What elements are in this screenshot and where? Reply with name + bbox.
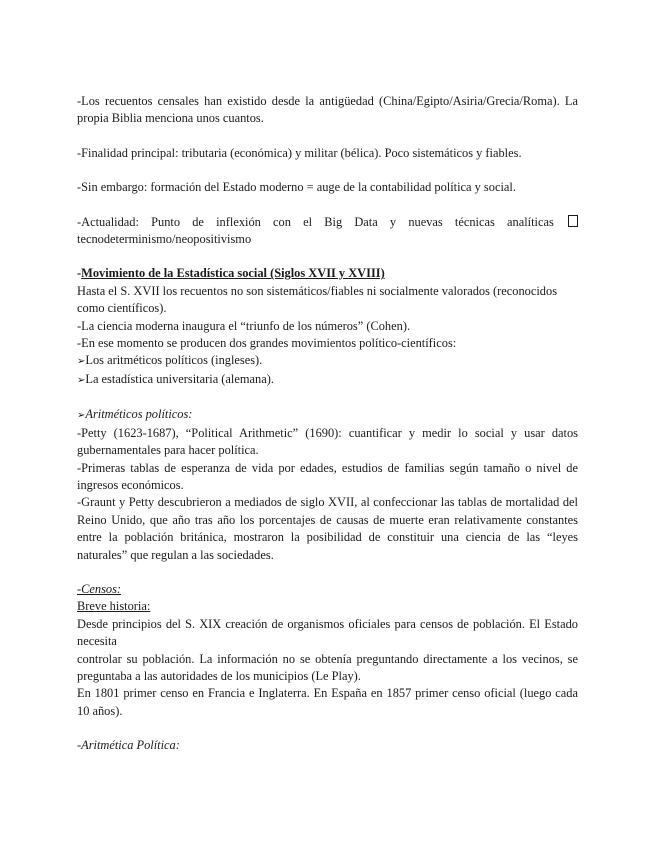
censos-line1: Desde principios del S. XIX creación de organismos oficiales para censos de población. El Estado necesita: [77, 616, 578, 649]
paragraph-actualidad-cont: tecnodeterminismo/neopositivismo: [77, 232, 252, 247]
actualidad-text: -Actualidad: Punto de inflexión con el Big Data y nuevas técnicas analíticas: [77, 214, 554, 229]
heading-aritmeticos: Aritméticos políticos:: [85, 407, 193, 422]
paragraph-actualidad: [77, 214, 578, 231]
censos-line3: En 1801 primer censo en Francia e Inglaterra. En España en 1857 primer censo oficial (luego cada 10 años).: [77, 686, 578, 718]
aritmeticos-graunt: -Graunt y Petty descubrieron a mediados de siglo XVII, al confeccionar las tablas de mortalidad del Reino Unido, que año tras año los porcentajes de causas de muerte eran relativamente constantes entre la población británica, mostraron la posibilidad de constituir una ciencia de las “leyes naturales” que regulan a las sociedades.: [77, 495, 578, 562]
heading-movimiento-title: Movimiento de la Estadística social (Siglos XVII y XVIII): [81, 266, 385, 281]
missing-glyph-box-icon: [568, 215, 578, 227]
document-body: [77, 93, 578, 755]
paragraph-estado-moderno: -Sin embargo: formación del Estado moderno = auge de la contabilidad política y social.: [77, 180, 516, 195]
heading-aritmetica-politica: -Aritmética Política:: [77, 738, 180, 753]
movimiento-line1: Hasta el S. XVII los recuentos no son sistemáticos/fiables ni socialmente valorados (reconocidos como científicos).: [77, 283, 558, 316]
paragraph-finalidad: -Finalidad principal: tributaria (económica) y militar (bélica). Poco sistemáticos y fiables.: [77, 145, 522, 160]
movimiento-bullet2: [77, 371, 578, 389]
heading-censos: -Censos:: [77, 581, 122, 596]
section-aritmeticos-heading: [77, 406, 578, 424]
movimiento-line2: -La ciencia moderna inaugura el “triunfo de los números” (Cohen).: [77, 318, 411, 333]
subheading-breve-historia: Breve historia:: [77, 599, 151, 614]
bullet2-text: La estadística universitaria (alemana).: [85, 371, 274, 386]
aritmeticos-tablas: -Primeras tablas de esperanza de vida por edades, estudios de familias según tamaño o nivel de ingresos económicos.: [77, 460, 578, 492]
movimiento-line3: -En ese momento se producen dos grandes movimientos político-científicos:: [77, 336, 457, 351]
paragraph-censos-antiguedad: -Los recuentos censales han existido desde la antigüedad (China/Egipto/Asiria/Grecia/Roma). La propia Biblia menciona unos cuantos.: [77, 94, 578, 126]
arrow-bullet-icon: ➢: [77, 374, 86, 386]
arrow-bullet-icon: ➢: [77, 410, 86, 422]
movimiento-bullet1: [77, 352, 578, 370]
bullet1-text: Los aritméticos políticos (ingleses).: [85, 353, 263, 368]
arrow-bullet-icon: ➢: [77, 356, 86, 368]
heading-prefix: -: [77, 266, 82, 281]
censos-line2: controlar su población. La información no se obtenía preguntando directamente a los vecinos, se preguntaba a las autoridades de los municipios (Le Play).: [77, 651, 578, 683]
section-movimiento-heading: [77, 265, 578, 282]
aritmeticos-petty: -Petty (1623-1687), “Political Arithmetic” (1690): cuantificar y medir lo social y usar datos gubernamentales para hacer política.: [77, 425, 578, 458]
